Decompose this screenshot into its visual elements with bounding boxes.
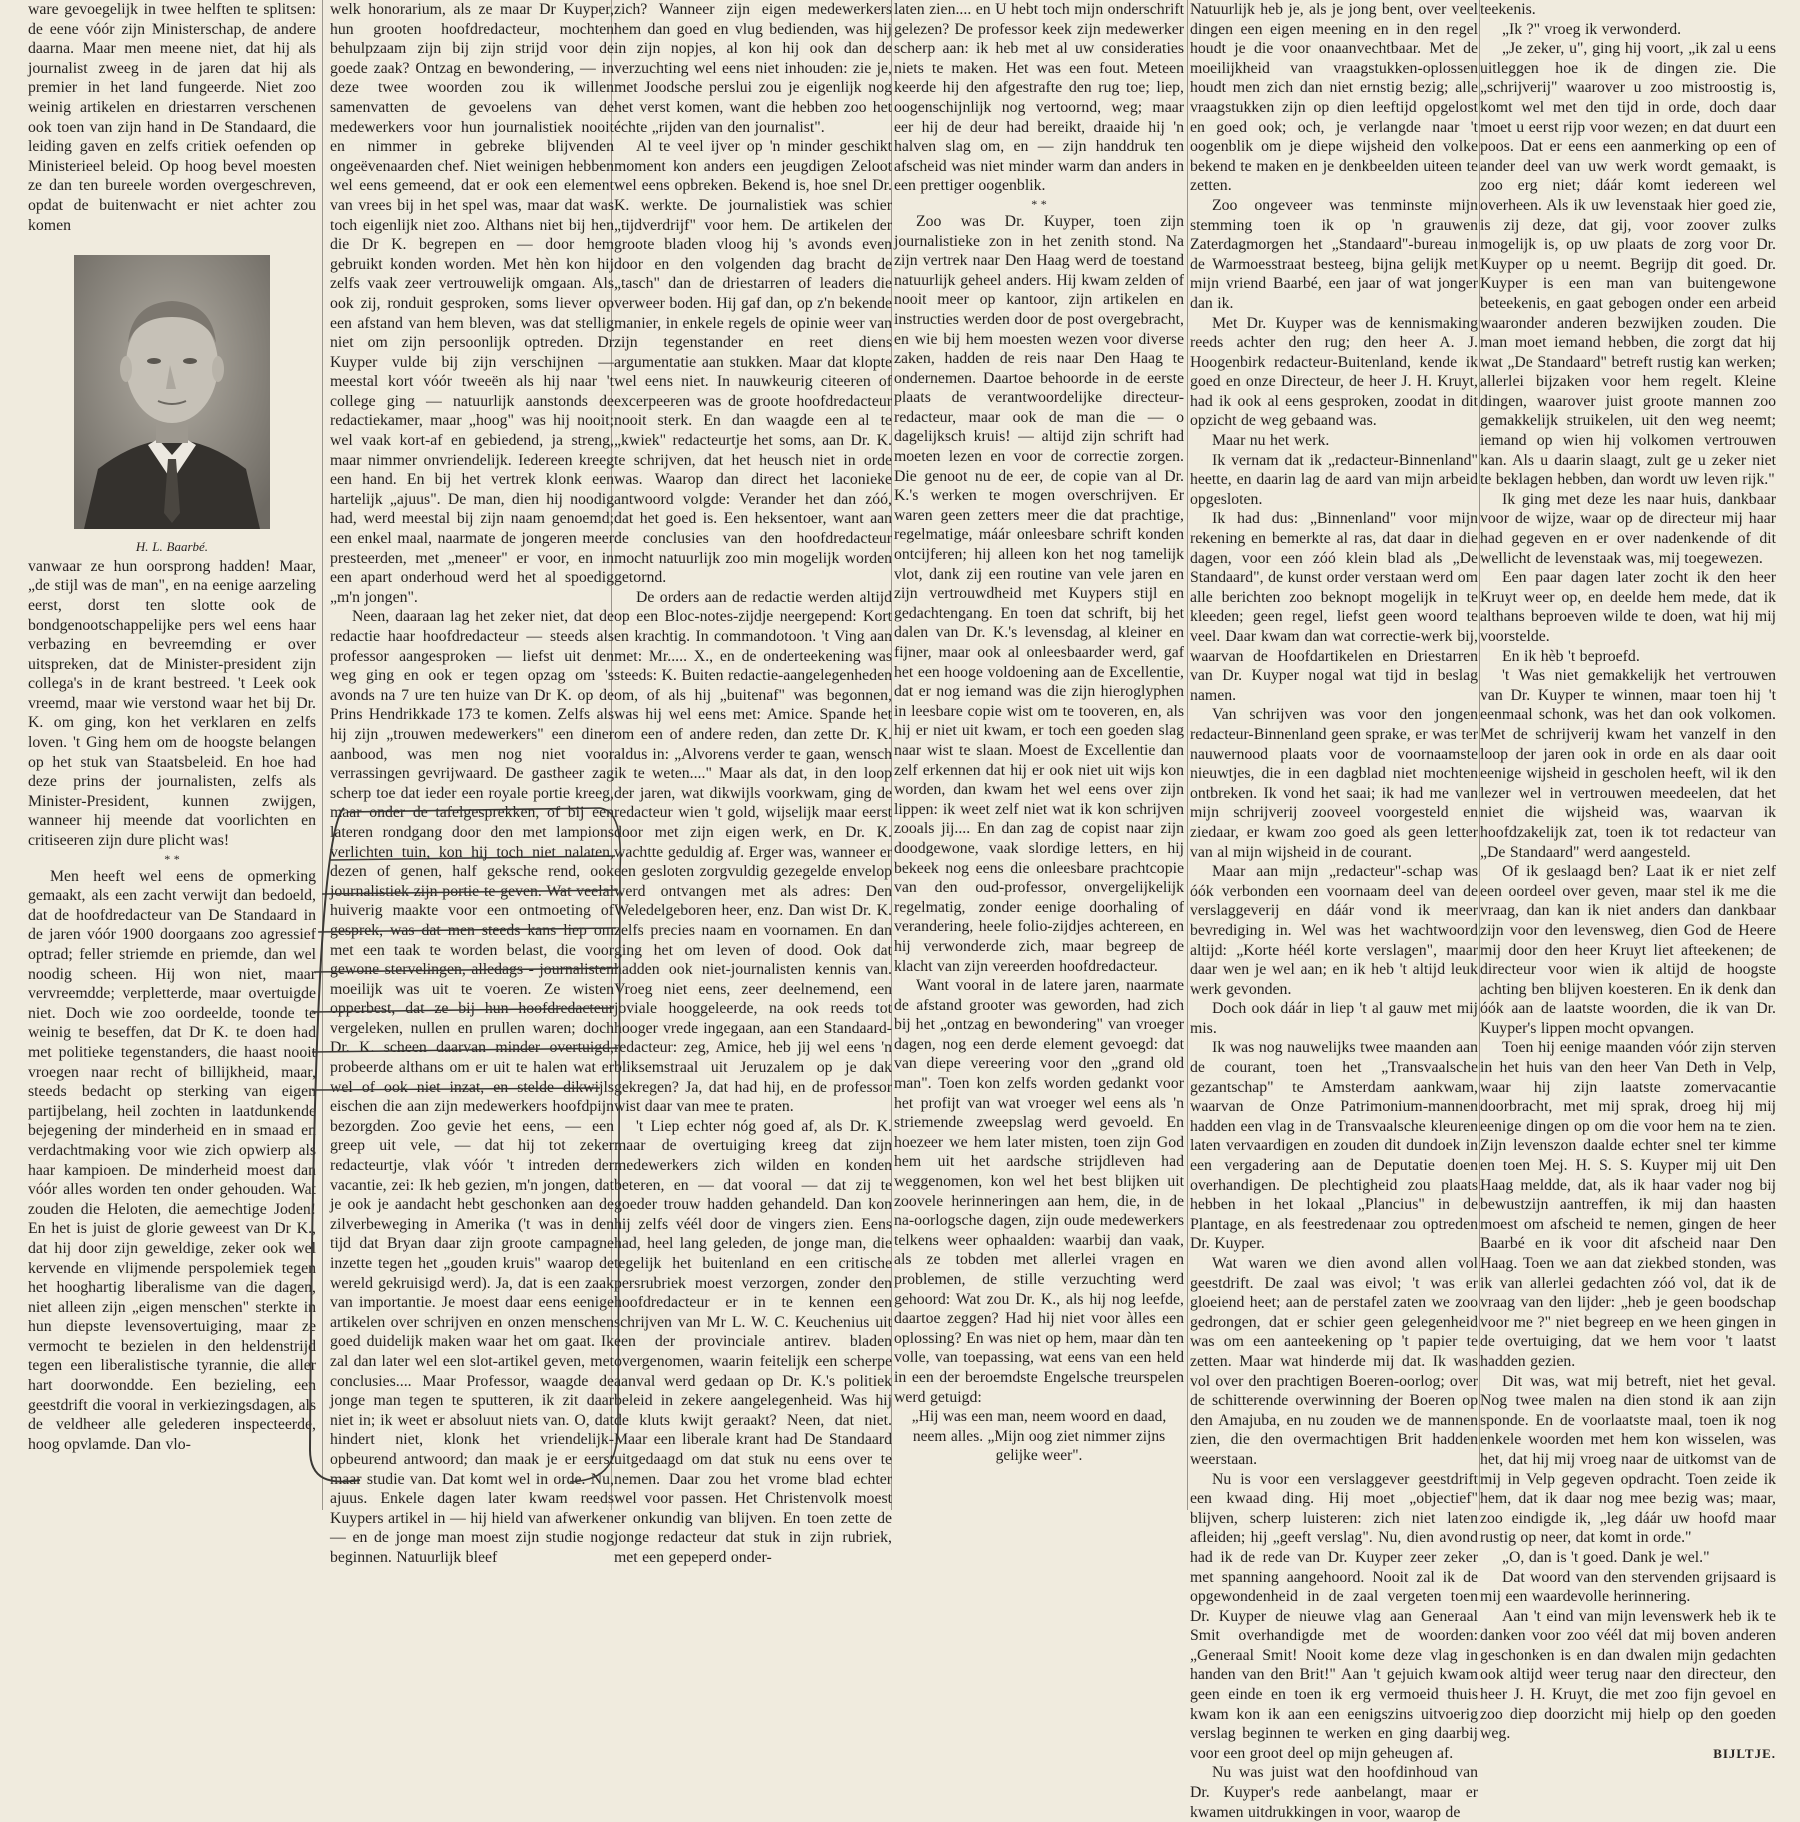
paragraph: ware gevoegelijk in twee helften te splitsen: de eene vóór zijn Ministerschap, de andere daarna. Maar men meene niet, dat hij als journalist zweeg in de jaren dat hij als premier in het land fungeerde. Niet zoo weinig artikelen en driestarren verschenen ook toen van zijn hand in De Standaard, die leiding gaven en zelfs critiek oefenden op Ministerieel beleid. Op hoog bevel moesten ze dan ten bureele worden overgeschreven, opdat de buitenwacht er niet achter zou komen bbox=[28, 1, 316, 234]
paragraph: „Je zeker, u", ging hij voort, „ik zal u eens uitleggen hoe ik de dingen zie. Die „schrijverij" waarover u zoo mistroostig is, komt wel met den tijd in orde, doch daar moet u eerst rijp voor wezen; en dat duurt een poos. Dat er eens een aanmerking op een of ander deel van uw werk wordt gemaakt, is zoo erg niet; dáár komt iedereen wel overheen. Als ik uw levenstaak hier goed zie, is zij deze, dat gij, voor zoover zulks mogelijk is, op uw plaats de zorg voor Dr. Kuyper op u neemt. Begrijp dit goed. Dr. Kuyper is een man van buitengewone beteekenis, en gaat gebogen onder een arbeid waaronder anderen bezwijken zouden. Die man moet iemand hebben, die zorgt dat hij wat „De Standaard" betreft rustig kan werken; allerlei bijzaken voor hem regelt. Kleine dingen, waarover juist groote mannen zoo gemakkelijk struikelen, uit den weg neemt; iemand op wien hij volkomen vertrouwen kan. Als u daarin slaagt, zult ge u zeker niet te beklagen hebben, dan wordt uw leven rijk." bbox=[1480, 40, 1776, 489]
paragraph: Van schrijven was voor den jongen redacteur-Binnenland geen sprake, er was ter nauwernood plaats voor de voornaamste nieuwtjes, die in een dagblad niet mochten ontbreken. Ik vond het saai; ik had me van mijn schrijverij zooveel voorgesteld en ziedaar, er kwam zoo goed als geen letter van al mijn wijsheid in de courant. bbox=[1190, 706, 1478, 861]
paragraph: Maar nu het werk. bbox=[1212, 432, 1330, 450]
paragraph: Al te veel ijver op 'n minder geschikt moment kon anders een jeugdigen Zeloot wel eens opbreken. Bekend is, hoe snel Dr. K. werkte. De journalistiek was schier „tijdverdrijf" voor hem. De artikelen der groote bladen vloog hij 's avonds even door en den volgenden dag bracht de „tasch" dan de driestarren of leaders die verweer boden. Hij gaf dan, op z'n bekende manier, in enkele regels de opinie weer van zijn tegenstander en reet diens argumentatie aan stukken. Maar dat klopte wel eens niet. In nauwkeurig citeeren of excerpeeren was de groote hoofdredacteur nooit sterk. En dan waagde een al te „kwiek" redacteurtje het soms, aan Dr. K. te schrijven, dat het heusch niet in orde was. Waarop dan direct het laconieke antwoord volgde: Verander het dan zóó, dat het goed is. Een heksentoer, want aan de conclusies van den hoofdredacteur mocht natuurlijk zoo min mogelijk worden getornd. bbox=[614, 138, 892, 587]
paragraph: teekenis. bbox=[1480, 1, 1536, 18]
paragraph: Doch ook dáár in liep 't al gauw met mij mis. bbox=[1190, 1000, 1478, 1037]
column-rule bbox=[1187, 0, 1188, 1510]
closing-quote: „Hij was een man, neem woord en daad, neem alles. „Mijn oog ziet nimmer zijns gelijke weer". bbox=[911, 1408, 1167, 1465]
paragraph: zich? Wanneer zijn eigen medewerkers hem dan goed en vlug bedienden, was hij in zijn nopjes, al kon hij ook dan de verzuchting wel eens niet inhouden: zie je, met Joodsche perslui zou je eigenlijk nog het verst komen, want die hebben zoo het échte „rijden van den journalist". bbox=[614, 1, 892, 136]
paragraph: Wat waren we dien avond allen vol geestdrift. De zaal was eivol; 't was er gloeiend heet; aan de perstafel zaten we zoo gedrongen, dat er schier geen gelegenheid was om een aanteekening op 't papier te zetten. Maar wat hinderde mij dat. Ik was vol over den prachtigen Boeren-oorlog; over de schitterende overwinning der Boeren op den Amajuba, en nu zouden we de mannen zien, die den overmachtigen Brit hadden weerstaan. bbox=[1190, 1255, 1478, 1468]
paragraph: vanwaar ze hun oorsprong hadden! Maar, „de stijl was de man", en na eenige aarzeling eerst, dorst ten slotte ook de bondgenootschappelijke pers wel eens haar verbazing en bevreemding er over uitspreken, dat de Minister-president zijn collega's in de krant bestreed. 't Leek ook vreemd, maar wie verstond waar het bij Dr. K. om ging, kon het verklaren en zelfs loven. 't Ging hem om de hoogste belangen op het stuk van Staatsbeleid. En hoe had deze prins der journalisten, zelfs als Minister-President, kunnen zwijgen, wanneer hij meende dat voorlichten en critiseeren zijn dure plicht was! bbox=[28, 557, 316, 850]
paragraph: laten zien.... en U hebt toch mijn onderschrift gelezen? De professor keek zijn medewerker scherp aan: ik heb met al uw consideraties niets te maken. Het was een fout. Meteen keerde hij den afgestrafte den rug toe; liep, oogenschijnlijk nog vertoornd, weg; maar eer hij de deur had bereikt, draaide hij 'n halven slag om, en — zijn handdruk ten afscheid was niet minder warm dan anders in een prettiger oogenblik. bbox=[894, 1, 1184, 195]
portrait-photo bbox=[74, 255, 270, 529]
paragraph: 't Liep echter nóg goed af, als Dr. K. maar de overtuiging kreeg dat zijn medewerkers zich wilden en konden beteren, en — dat vooral — dat zij te goeder trouw hadden gehandeld. Dan kon hij zelfs véél door de vingers zien. Eens had, heel lang geleden, de jonge man, die tegelijk het buitenland en een critische persrubriek moest verzorgen, zonder den hoofdredacteur er in te kennen een schrijven van Mr L. W. C. Keuchenius uit een der provinciale antirev. bladen overgenomen, waarin feitelijk een scherpe aanval werd gedaan op Dr. K.'s politiek beleid in zekere aangelegenheid. Was hij de kluts kwijt geraakt? Neen, dat niet. Maar een liberale krant had De Standaard uitgedaagd om dat stuk nu eens over te nemen. Daar zou het vrome blad echter wel voor passen. Het Christenvolk moest er onkundig van blijven. En toen zette de jonge redacteur dat stuk in zijn rubriek, met een gepeperd onder- bbox=[614, 1117, 892, 1566]
paragraph: Ik ging met deze les naar huis, dankbaar voor de wijze, waar op de directeur mij haar had gegeven en er over nadenkende of dit wellicht de levenstaak was, mij toegewezen. bbox=[1480, 490, 1776, 567]
paragraph: Aan 't eind van mijn levenswerk heb ik te danken voor zoo véél dat mij boven anderen geschonken is en dan dwalen mijn gedachten ook altijd weer terug naar den directeur, den heer J. H. Kruyt, die met zoo fijn gevoel en zoo diep doorzicht mij hielp op den goeden weg. bbox=[1480, 1607, 1776, 1743]
paragraph: Ik vernam dat ik „redacteur-Binnenland" heette, en daarin lag de aard van mijn arbeid opgesloten. bbox=[1190, 451, 1478, 508]
article-column-6 bbox=[1480, 0, 1776, 1761]
paragraph: Toen hij eenige maanden vóór zijn sterven in het huis van den heer Van Deth in Velp, waar hij zijn laatste zomervacantie doorbracht, met mij sprak, droeg hij mij eenige dingen op om die voor hem na te zien. Zijn levenszon daalde echter snel ter kimme en toen Mej. H. S. S. Kuyper mij uit Den Haag meldde, dat, als ik haar vader nog bij bewustzijn aantreffen, ik mij dan haasten moest om afscheid te nemen, gingen de heer Baarbé en ik voor dit afscheid naar Den Haag. Toen we aan dat ziekbed stonden, was ik van allerlei gedachten zóó vol, dat ik de vraag van den lijder: „heb je geen boodschap voor me ?" niet begreep en we heen gingen in de overtuiging, dat we hem voor 't laatst hadden gezien. bbox=[1480, 1039, 1776, 1370]
paragraph: „O, dan is 't goed. Dank je wel." bbox=[1502, 1548, 1710, 1566]
paragraph: Nu is voor een verslaggever geestdrift een kwaad ding. Hij moet „objectief" blijven, scherp luisteren: zich niet laten afleiden; hij „geeft verslag". Nu, dien avond had ik de rede van Dr. Kuyper zeer zeker met spanning aangehoord. Nooit zal ik de opgewondenheid in de zaal vergeten toen Dr. Kuyper de nieuwe vlag aan Generaal Smit overhandigde met de woorden: „Generaal Smit! Nooit kome deze vlag in handen van den Brit!" Aan 't gejuich kwam geen einde en toen ik erg vermoeid thuis kwam kon ik aan een eenigszins uitvoerig verslag beginnen te werken en ging daarbij voor een groot deel op mijn geheugen af. bbox=[1190, 1470, 1478, 1762]
author-signature: BIJLTJE. bbox=[1713, 1745, 1776, 1761]
paragraph: Zoo ongeveer was tenminste mijn stemming toen ik op 'n grauwen Zaterdagmorgen het „Standaard"-bureau in de Warmoesstraat besteeg, bijna gelijk met mijn vriend Baarbé, een jaar of wat jonger dan ik. bbox=[1190, 196, 1478, 312]
paragraph: Men heeft wel eens de opmerking gemaakt, als een zacht verwijt dan bedoeld, dat de hoofdredacteur van De Standaard in de jaren vóór 1900 doorgaans zoo agressief optrad; feller striemde en priemde, dan wel noodig scheen. Hij won niet, maar vervreemdde; verpletterde, maar overtuigde niet. Doch wie zoo oordeelde, toonde te weinig te beseffen, dat Dr K. te doen had met politieke tegenstanders, die haast nooit vroegen naar recht of billijkheid, maar, steeds bedacht op sterking van eigen partijbelang, heil zochten in laatdunkende bejegening der minderheid en in smaad en verdachtmaking voor wie zich opwierp als haar kampioen. De minderheid moest dan vóór alles worden ten onder gehouden. Wat zouden die Heloten, die aemechtige Joden! En het is juist de glorie geweest van Dr K., dat hij door zijn geweldige, zeker ook wel kervende en vlijmende perspolemiek tegen het hooghartig liberalisme van die dagen, niet alleen zijn „eigen menschen" sterkte in hun diepste levensovertuiging, maar ze vermocht te bezielen in den heldenstrijd tegen een liberalistische tyrannie, die aller hart doorwondde. Een bezieling, een geestdrift die vooral in verkiezingsdagen, als de veldheer alle gelederen inspecteerde, hoog opvlamde. Dan vlo- bbox=[28, 867, 316, 1453]
column-rule bbox=[322, 0, 323, 1510]
photo-caption: H. L. Baarbé. bbox=[135, 539, 209, 555]
paragraph: De orders aan de redactie werden altijd op een Bloc-notes-zijdje neergepend: Kort en krachtig. In commandotoon. 't Ving aan met: Mr..... X., en de onderteekening was steeds: K. Buiten redactie-aangelegenheden om, of als hij „buitenaf" was begonnen, was hij wel eens met: Amice. Spande het om een of andere reden, dan zette Dr. K. aldus in: „Alvorens verder te gaan, wensch ik te weten...." Maar als dat, in den loop der jaren, wat dikwijls voorkwam, ging de redacteur wien 't gold, wijselijk maar eerst door met zijn eigen werk, en Dr. K. wachtte geduldig af. Erger was, wanneer er een gesloten zorgvuldig gezegelde envelop werd ontvangen met als adres: Den Weledelgeboren heer, enz. Dan wist Dr. K. zelfs precies naam en voornamen. En dan ging het om leven of dood. Ook dat hadden ook niet-journalisten kennis van. Vroeg niet eens, zeer deelnemend, een joviale hooggeleerde, na ook reeds tot hooger vrede ingegaan, aan een Standaard-redacteur: zeg, Amice, heb jij wel eens 'n bliksemstraal uit Jeruzalem op je dak gekregen? Ja, dat had hij, en de professor wist daar van mee te praten. bbox=[614, 588, 892, 1116]
article-column-4 bbox=[894, 0, 1184, 1510]
paragraph: Zoo was Dr. Kuyper, toen zijn journalistieke zon in het zenith stond. Na zijn vertrek naar Den Haag werd de toestand natuurlijk geheel anders. Hij kwam zelden of nooit meer op kantoor, zijn artikelen en instructies werden door de post overgebracht, en wie bij hem moesten wezen voor diverse zaken, hadden de reis naar Den Haag te ondernemen. Daartoe behoorde in de eerste plaats de verantwoordelijke directeur-redacteur, maar ook de man die — o dagelijksch kruis! — altijd zijn schrift had moeten lezen en voor de correctie zorgen. Die genoot nu de eer, de copie van al Dr. K.'s werken te mogen overschrijven. Er waren geen zetters meer die dat prachtige, regelmatige, máár onleesbare schrift konden ontcijferen; hij alleen kon het nog tamelijk vlot, dank zij een routine van vele jaren en zijn vertrouwdheid met Kuypers stijl en gedachtengang. En toen dat schrift, bij het dalen van Dr. K.'s levensdag, al kleiner en fijner, maar ook al onleesbaarder werd, gaf het een hooge voldoening aan de Excellentie, dat er nog iemand was die zijn hieroglyphen in leesbare copie wist om te tooveren, en, als hij er niet uit kwam, er toch een goeden slag naar wist te slaan. Moest de Excellentie dan zelf erkennen dat hij er ook niet uit wijs kon worden, dan kwam het wel eens over zijn lippen: ik weet zelf niet wat ik kon schrijven zooals jij.... En dan zag de copist naar zijn doodgewone, vaak slordige letters, en hij bekeek nog eens die onleesbare prachtcopie van den oud-professor, onvergelijkelijk regelmatig, zonder eenige doorhaling of verandering, heele folio-zijdjes achtereen, en hij verwonderde zich, maar begreep de klacht van zijn vereerden hoofdredacteur. bbox=[894, 212, 1184, 975]
paragraph: welk honorarium, als ze maar Dr Kuyper, hun grooten hoofdredacteur, mochten behulpzaam zijn bij zijn strijd voor de goede zaak? Ontzag en bewondering, — in deze twee woorden zou ik willen samenvatten de gevoelens van de medewerkers voor hun journalistiek nooit en nimmer in gebreke blijvenden ongeëvenaarden chef. Niet weinigen hebben wel eens gemeend, dat er ook een element van vrees bij in het spel was, maar dat was toch eigenlijk niet zoo. Althans niet bij hen die Dr K. begrepen en — door hem gebruikt konden worden. Met hèn kon hij zelfs vaak zeer vertrouwelijk omgaan. Als ook zij, ronduit gesproken, soms liever op een afstand van hem bleven, was dat stellig niet om zijn persoonlijk optreden. Dr Kuyper vulde bij zijn verschijnen — meestal kort vóór tweeën als hij naar 't college ging — natuurlijk aanstonds de redactiekamer, maar „hoog" was hij nooit; wel vaak kort-af en gebiedend, ja streng, maar nimmer onvriendelijk. Iedereen kreeg een hand. En bij het vertrek klonk een hartelijk „ajuus". De man, dien hij noodig had, werd meestal bij zijn naam genoemd; een enkel maal, naarmate de jongeren meer presteerden, met „meneer" er voor, en in een apart onderhoud werd het al spoedig „m'n jongen". bbox=[330, 1, 614, 606]
paragraph: En ik hèb 't beproefd. bbox=[1502, 647, 1640, 665]
article-column-3 bbox=[614, 0, 892, 1566]
paragraph: Natuurlijk heb je, als je jong bent, over veel dingen een eigen meening en in den regel houdt je die voor onaanvechtbaar. Met de moeilijkheid van vraagstukken-oplossen houdt men zich dan niet ernstig bezig; alle vraagstukken zijn op dien leeftijd opgelost en goed ook; och, je verlangde naar 't oogenblik om je diepe wijsheid den volke bekend te maken en je denkbeelden uiteen te zetten. bbox=[1190, 1, 1478, 195]
paragraph: Nu was juist wat den hoofdinhoud van Dr. Kuyper's rede aanbelangt, maar er kwamen uitdrukkingen in voor, waarop de bbox=[1190, 1764, 1478, 1821]
article-column-2 bbox=[330, 0, 614, 1566]
paragraph: Ik had dus: „Binnenland" voor mijn rekening en bemerkte al ras, dat daar in die dagen, voor een zóó klein blad als „De Standaard", de kunst order verstaan werd om alle berichten zoo beknopt mogelijk in te kleeden; geen regel, liefst geen woord te veel. Daar kwam dan wat correctie-werk bij, waarvan de Hoofdartikelen en Driestarren van Dr. Kuyper nogal wat tijd in beslag namen. bbox=[1190, 510, 1478, 704]
paragraph: Ik was nog nauwelijks twee maanden aan de courant, toen het „Transvaalsche gezantschap" te Amsterdam aankwam, waarvan de Onze Patrimonium-mannen hadden een vlag in de Transvaalsche kleuren laten vervaardigen en zouden dit dundoek in een vergadering aan de Deputatie doen overhandigen. De plechtigheid zou plaats hebben in het lokaal „Plancius" in de Plantage, en als feestredenaar zou optreden Dr. Kuyper. bbox=[1190, 1039, 1478, 1253]
section-divider: * * bbox=[164, 851, 180, 866]
paragraph: Maar aan mijn „redacteur"-schap was óók verbonden een voornaam deel van de verslaggeverij en dáár vond ik meer bevrediging in. Wel was het wachtwoord altijd: „Korte héél korte verslagen", maar daar wen je wel aan; en ik heb 't altijd leuk werk gevonden. bbox=[1190, 863, 1478, 998]
paragraph: 't Was niet gemakkelijk het vertrouwen van Dr. Kuyper te winnen, maar toen hij 't eenmaal schonk, was het dan ook volkomen. Met de schrijverij kwam het vanzelf in den loop der jaren ook in orde en als daar ooit eenige wijsheid in gescholen heeft, wil ik den lezer wel in vertrouwen meedeelen, dat het niet die wijsheid was, waarvan ik hoofdzakelijk zat, toen ik tot redacteur van „De Standaard" werd aangesteld. bbox=[1480, 667, 1776, 861]
article-column-5 bbox=[1190, 0, 1478, 1821]
article-column-1 bbox=[28, 0, 316, 1510]
paragraph: Dat woord van den stervenden grijsaard is mij een waardevolle herinnering. bbox=[1480, 1568, 1776, 1606]
paragraph: Dit was, wat mij betreft, niet het geval. Nog twee malen na dien stond ik aan zijn sponde. En de voorlaatste maal, toen ik nog enkele woorden met hem kon wisselen, was het, dat hij mij vroeg naar de uitkomst van de mij in Velp gegeven opdracht. Toen zeide ik hem, dat ik daar nog mee bezig was; maar, zoo eindigde ik, „leg dáár uw hoofd maar rustig op neer, dat komt in orde." bbox=[1480, 1372, 1776, 1547]
paragraph: Een paar dagen later zocht ik den heer Kruyt weer op, en deelde hem mede, dat ik althans beproeven wilde te doen, wat hij mij voorstelde. bbox=[1480, 569, 1776, 645]
paragraph: Of ik geslaagd ben? Laat ik er niet zelf een oordeel over geven, maar stel ik me die vraag, dan kan ik niet anders dan dankbaar zijn voor den levensweg, dien God de Heere mij door den heer Kruyt liet afteekenen; de directeur voor wien ik altijd de hoogste achting ben blijven koesteren. En ik denk dan óók aan de laatste woorden, die ik van Dr. Kuyper's lippen mocht opvangen. bbox=[1480, 863, 1776, 1037]
paragraph: Want vooral in de latere jaren, naarmate de afstand grooter was geworden, had zich bij het „ontzag en bewondering" van vroeger dagen, nog een derde element gevoegd: dat van diepe vereering voor den „grand old man". Toen kon zelfs worden gedankt voor het profijt van wat vroeger wel eens als 'n striemende zweepslag werd gevoeld. En hoezeer we hem later misten, toen zijn God hem uit het aardsche strijdleven had weggenomen, kon wel het best blijken uit zoovele herinneringen aan hem, die, in de na-oorlogsche dagen, zijn oude medewerkers telkens weer ophaalden: waarbij dan vaak, als ze tobden met allerlei vragen en problemen, de stille verzuchting werd gehoord: Wat zou Dr. K., als hij nog leefde, daartoe zeggen? Had hij niet voor àlles een oplossing? En was niet op hem, maar dàn ten volle, van toepassing, wat eens van een held in een der beroemdste Engelsche treurspelen werd getuigd: bbox=[894, 977, 1184, 1406]
paragraph: „Ik ?" vroeg ik verwonderd. bbox=[1502, 20, 1682, 38]
paragraph: Met Dr. Kuyper was de kennismaking reeds achter den rug; den heer A. J. Hoogenbirk redacteur-Buitenland, kende ik goed en onze Directeur, de heer J. H. Kruyt, had ik ook al eens gesproken, zoodat in dit opzicht de weg gebaand was. bbox=[1190, 314, 1478, 430]
section-divider: * * bbox=[1031, 196, 1047, 211]
paragraph: Neen, daaraan lag het zeker niet, dat de redactie haar hoofdredacteur — steeds als professor aangesproken — liefst uit den weg ging en ook er tegen opzag om 's avonds na 7 ure ten huize van Dr K. op de Prins Hendrikkade 173 te komen. Zelfs als hij zijn „trouwen medewerkers" een diner aanbood, was men nog niet voor verrassingen gevrijwaard. De gastheer zag scherp toe dat ieder een royale portie kreeg, maar onder de tafelgesprekken, of bij een lateren rondgang door den met lampions verlichten tuin, kon hij toch niet nalaten, dezen of genen, half geksche rend, ook journalistiek zijn portie te geven. Wat veelal huiverig maakte voor een ontmoeting of gesprek, was dat men steeds kans liep om met een taak te worden belast, die voor gewone stervelingen, alledags - journalisten moeilijk was uit te voeren. Ze wisten opperbest, dat ze bij hun hoofdredacteur vergeleken, nullen en prullen waren; doch Dr. K. scheen daarvan minder overtuigd, probeerde althans om er uit te halen wat er wel of ook niet inzat, en stelde dikwijls eischen die aan zijn medewerkers hoofdpijn bezorgden. Zoo gevie het eens, — een greep uit vele, — dat hij tot zeker redacteurtje, vlak vóór 't intreden der vacantie, zei: Ik heb gezien, m'n jongen, dat je ook je aandacht hebt geschonken aan de zilverbeweging in Amerika ('t was in den tijd dat Bryan daar zijn groote campagne inzette tegen het „gouden kruis" waarop de wereld gekruisigd werd). Ja, dat is een zaak van importantie. Je moest daar eens eenige artikelen over schrijven en onzen menschen goed duidelijk maken waar het om gaat. Ik zal dan later wel een slot-artikel geven, met conclusies.... Maar Professor, waagde de jonge man tegen te sputteren, ik zit daar niet in; ik weet er absoluut niets van. O, dat hindert niet, klonk het vriendelijk-opbeurend antwoord; dan maak je er eerst maar studie van. Dat komt wel in orde. Nu, ajuus. Enkele dagen later kwam reeds Kuypers artikel in — hij hield van afwerken — en de jonge man moest zijn studie nog beginnen. Natuurlijk bleef bbox=[330, 608, 614, 1566]
